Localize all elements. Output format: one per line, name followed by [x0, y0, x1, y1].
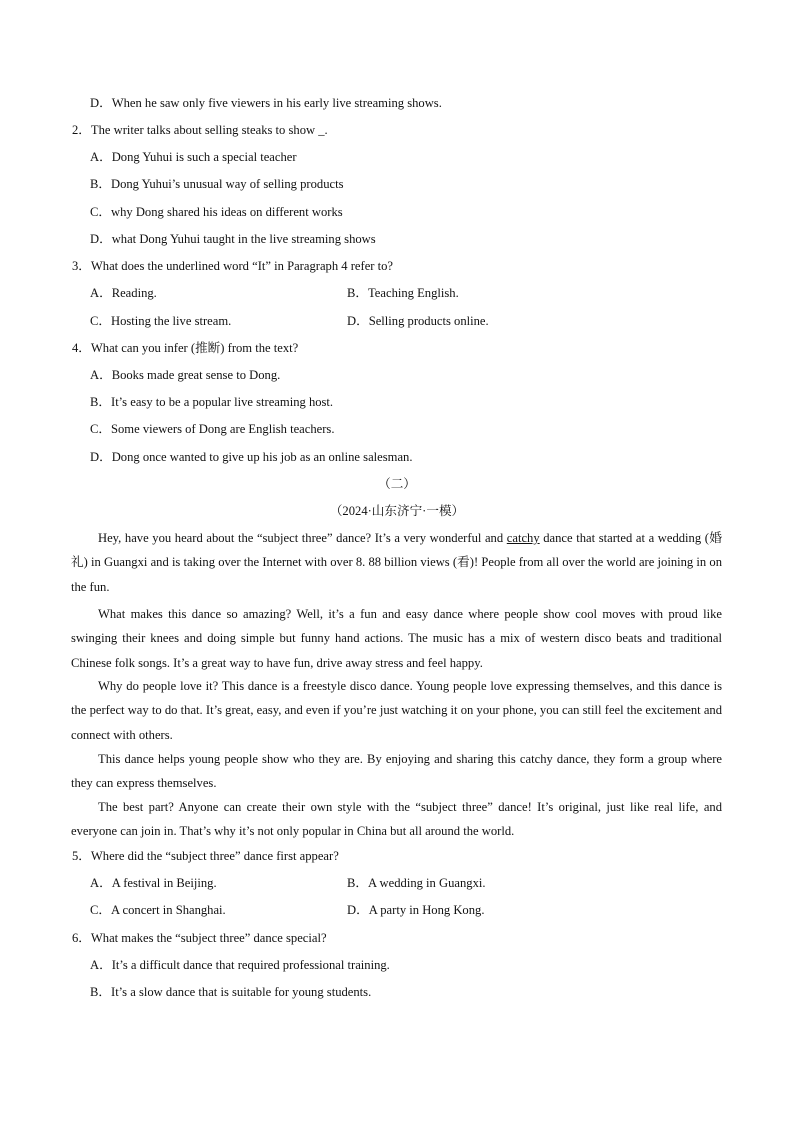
section-source: （2024·山东济宁·一模） [329, 504, 465, 518]
q4-option-a: A．Books made great sense to Dong. [90, 368, 281, 382]
section-number: （二） [378, 477, 416, 491]
q2-option-d: D．what Dong Yuhui taught in the live streaming shows [90, 232, 376, 246]
q2-option-a: A．Dong Yuhui is such a special teacher [90, 150, 297, 164]
q3-option-c: C．Hosting the live stream. [90, 314, 232, 328]
passage-paragraph-3 [71, 674, 722, 747]
q6-stem: 6．What makes the “subject three” dance special? [72, 931, 327, 945]
p2-text: What makes this dance so amazing? Well, it’s a fun and easy dance where people show cool moves with proud like swinging their knees and doing simple but funny hand actions. The music has a mix of western disco beats and traditional Chinese folk songs. It’s a great way to have fun, drive away stress and feel happy. [71, 607, 722, 670]
q3-option-a: A．Reading. [90, 286, 157, 300]
p3-text: Why do people love it? This dance is a freestyle disco dance. Young people love expressing themselves, and this dance is the perfect way to do that. It’s great, easy, and even if you’re just watching it on your phone, you can still feel the excitement and connect with others. [71, 679, 722, 742]
p1-text-before: Hey, have you heard about the “subject three” dance? It’s a very wonderful and [98, 531, 507, 545]
q5-option-d: D．A party in Hong Kong. [347, 903, 485, 917]
q6-option-a: A．It’s a difficult dance that required professional training. [90, 958, 390, 972]
q3-option-d: D．Selling products online. [347, 314, 489, 328]
passage-paragraph-4 [71, 747, 722, 796]
q4-stem: 4．What can you infer (推断) from the text? [72, 341, 299, 355]
passage-paragraph-1 [71, 526, 722, 599]
q1-option-d: D．When he saw only five viewers in his early live streaming shows. [90, 96, 442, 110]
q5-stem: 5．Where did the “subject three” dance first appear? [72, 849, 339, 863]
q4-option-b: B．It’s easy to be a popular live streaming host. [90, 395, 334, 409]
passage-paragraph-5 [71, 795, 722, 844]
p4-text: This dance helps young people show who they are. By enjoying and sharing this catchy dance, they form a group where they can express themselves. [71, 752, 722, 791]
q6-option-b: B．It’s a slow dance that is suitable for young students. [90, 985, 372, 999]
passage-paragraph-2 [71, 602, 722, 675]
p5-text: The best part? Anyone can create their own style with the “subject three” dance! It’s original, just like real life, and everyone can join in. That’s why it’s not only popular in China but all around the world. [71, 800, 722, 839]
q2-option-c: C．why Dong shared his ideas on different works [90, 205, 343, 219]
q3-option-b: B．Teaching English. [347, 286, 459, 300]
q5-option-b: B．A wedding in Guangxi. [347, 876, 486, 890]
q2-stem: 2．The writer talks about selling steaks to show _. [72, 123, 328, 137]
q4-option-d: D．Dong once wanted to give up his job as an online salesman. [90, 450, 413, 464]
q4-option-c: C．Some viewers of Dong are English teachers. [90, 422, 335, 436]
p1-text-after: dance that started at a wedding (婚礼) in Guangxi and is taking over the Internet with over 8. 88 billion views (看)! People from all over the world are joining in on the fun. [71, 531, 722, 594]
q5-option-c: C．A concert in Shanghai. [90, 903, 226, 917]
q3-stem: 3．What does the underlined word “It” in Paragraph 4 refer to? [72, 259, 394, 273]
q5-option-a: A．A festival in Beijing. [90, 876, 217, 890]
underlined-word-catchy: catchy [506, 531, 540, 545]
q2-option-b: B．Dong Yuhui’s unusual way of selling products [90, 177, 344, 191]
